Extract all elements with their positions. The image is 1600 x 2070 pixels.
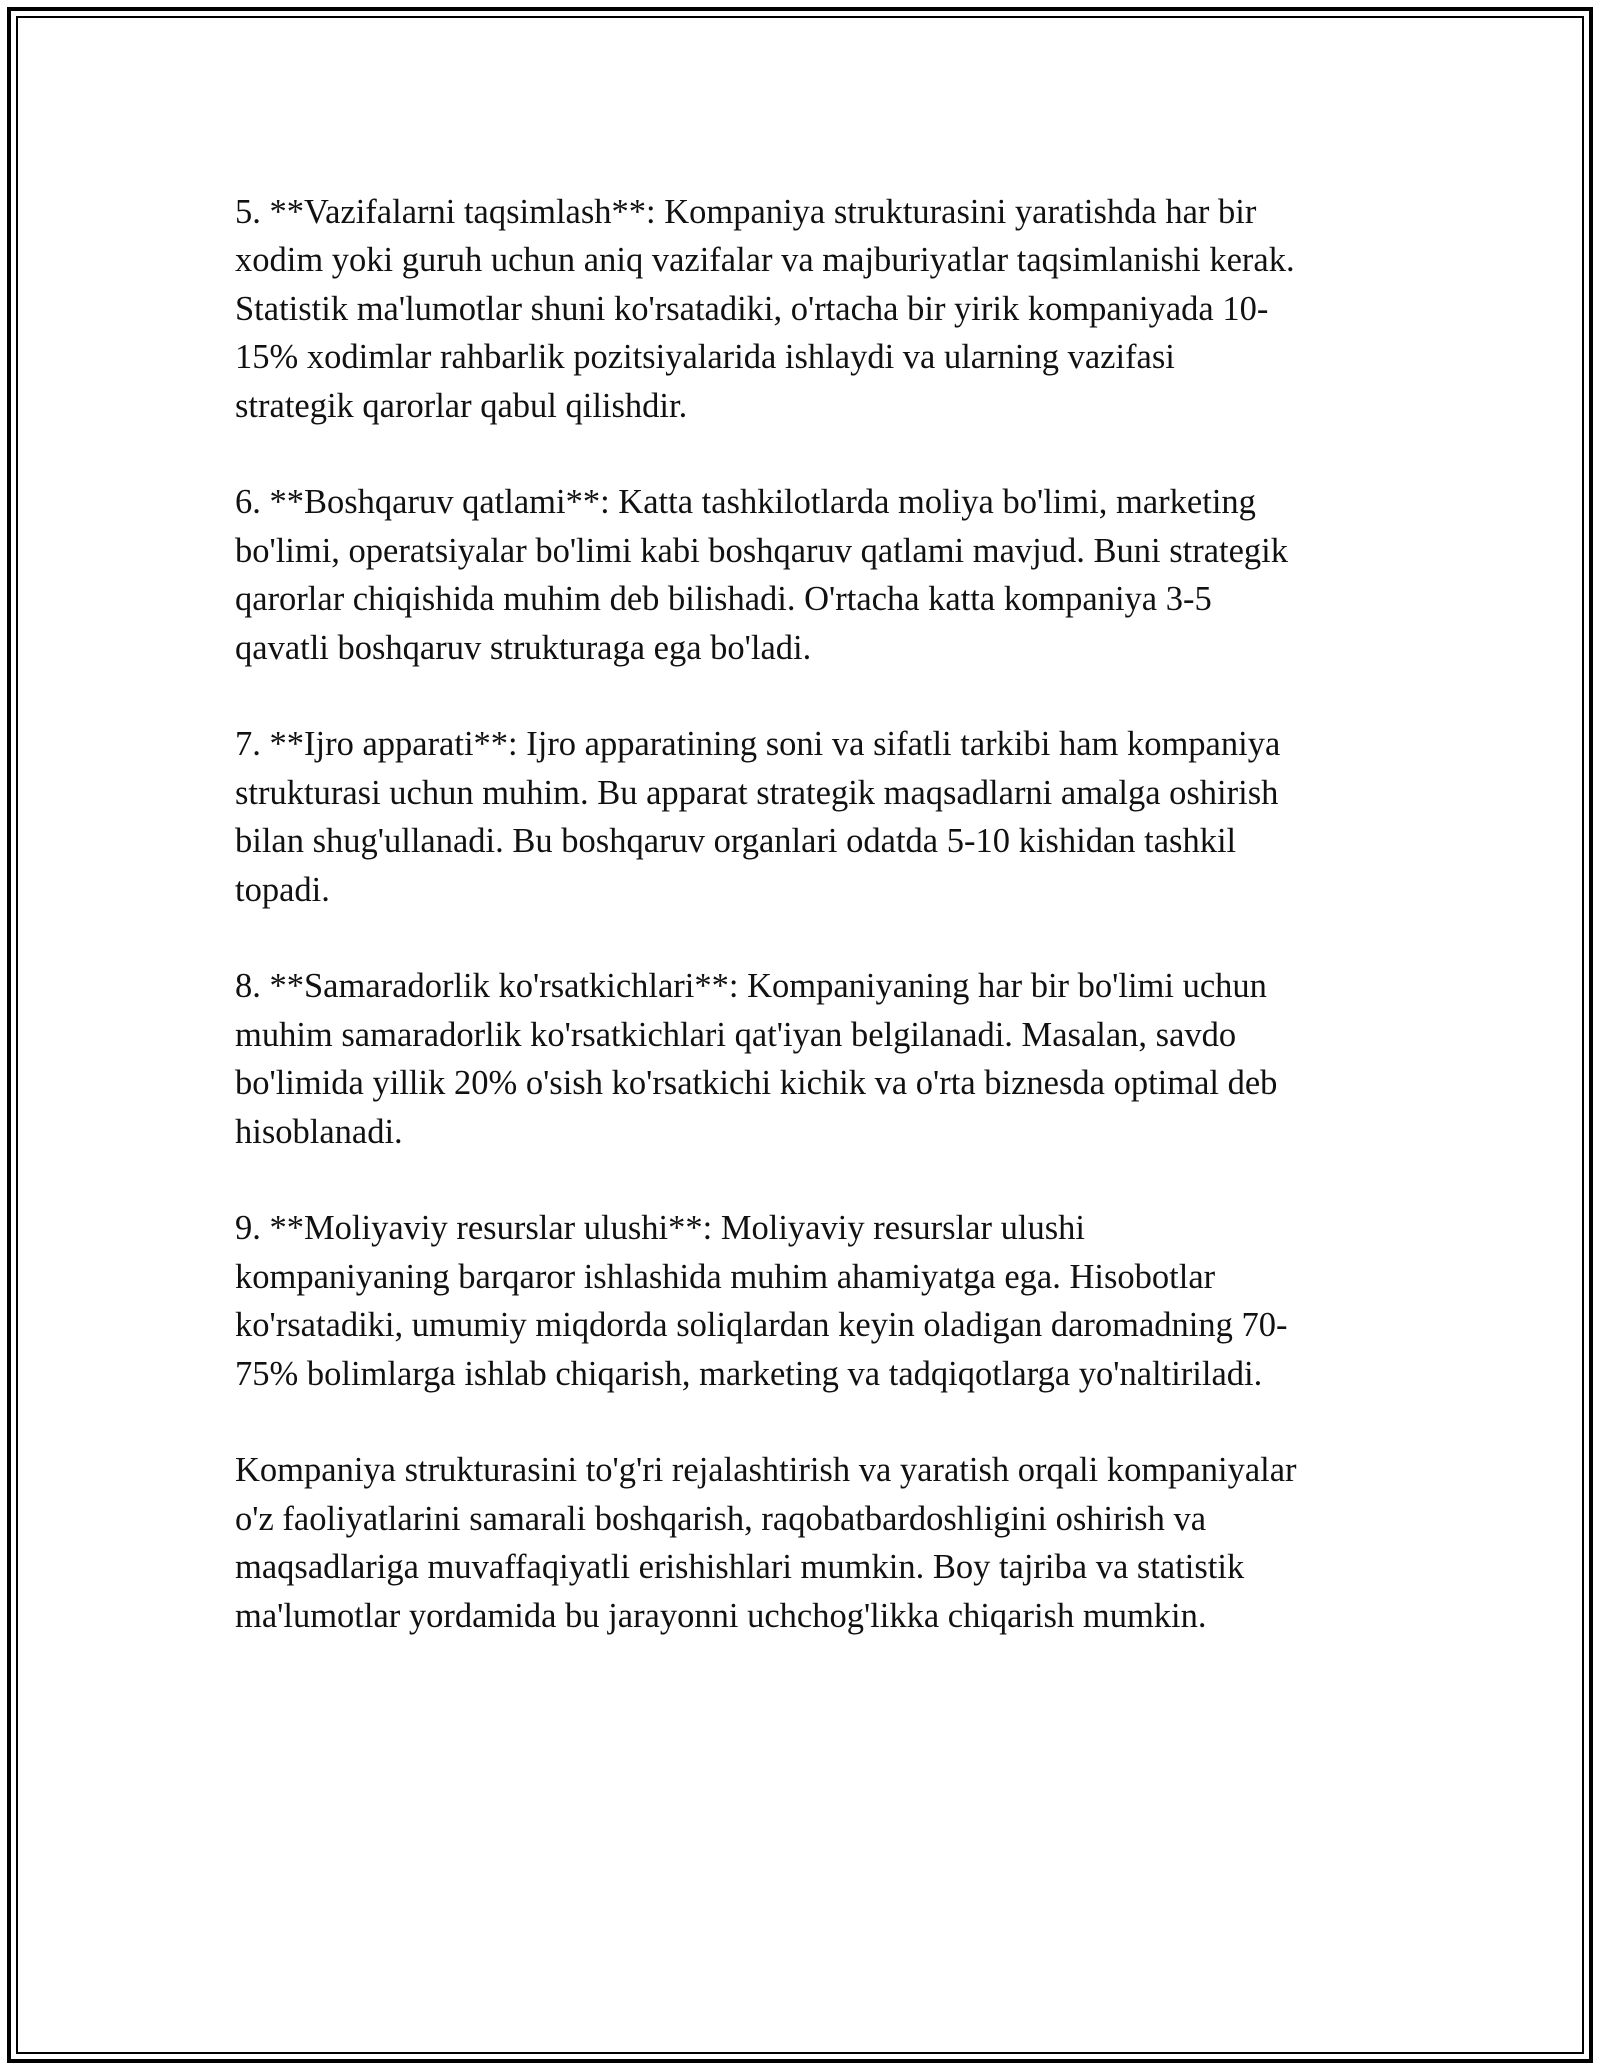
paragraph-ijro-apparati: 7. **Ijro apparati**: Ijro apparatining soni va sifatli tarkibi ham kompaniya strukturasi uchun muhim. Bu apparat strategik maqsadlarni amalga oshirish bilan shug'ullanadi. Bu boshqaruv organlari odatda 5-10 kishidan tashkil topadi. bbox=[235, 725, 1281, 909]
paragraph-samaradorlik-korsatkichlari: 8. **Samaradorlik ko'rsatkichlari**: Kompaniyaning har bir bo'limi uchun muhim samaradorlik ko'rsatkichlari qat'iyan belgilanadi. Masalan, savdo bo'limida yillik 20% o'sish ko'rsatkichi kichik va o'rta biznesda optimal deb hisoblanadi. bbox=[235, 967, 1278, 1151]
document-body bbox=[235, 188, 1375, 1640]
paragraph-vazifalarni-taqsimlash: 5. **Vazifalarni taqsimlash**: Kompaniya strukturasini yaratishda har bir xodim yoki guruh uchun aniq vazifalar va majburiyatlar taqsimlanishi kerak. Statistik ma'lumotlar shuni ko'rsatadiki, o'rtacha bir yirik kompaniyada 10- 15% xodimlar rahbarlik pozitsiyalarida ishlaydi va ularning vazifasi strategik qarorlar qabul qilishdir. bbox=[235, 193, 1295, 425]
paragraph-boshqaruv-qatlami: 6. **Boshqaruv qatlami**: Katta tashkilotlarda moliya bo'limi, marketing bo'limi, operatsiyalar bo'limi kabi boshqaruv qatlami mavjud. Buni strategik qarorlar chiqishida muhim deb bilishadi. O'rtacha katta kompaniya 3-5 qavatli boshqaruv strukturaga ega bo'ladi. bbox=[235, 483, 1288, 667]
paragraph-moliyaviy-resurslar-ulushi: 9. **Moliyaviy resurslar ulushi**: Moliyaviy resurslar ulushi kompaniyaning barqaror ishlashida muhim ahamiyatga ega. Hisobotlar ko'rsatadiki, umumiy miqdorda soliqlardan keyin oladigan daromadning 70- 75% bolimlarga ishlab chiqarish, marketing va tadqiqotlarga yo'naltiriladi. bbox=[235, 1209, 1288, 1393]
paragraph-conclusion: Kompaniya strukturasini to'g'ri rejalashtirish va yaratish orqali kompaniyalar o'z faoliyatlarini samarali boshqarish, raqobatbardoshligini oshirish va maqsadlariga muvaffaqiyatli erishishlari mumkin. Boy tajriba va statistik ma'lumotlar yordamida bu jarayonni uchchog'likka chiqarish mumkin. bbox=[235, 1451, 1297, 1635]
